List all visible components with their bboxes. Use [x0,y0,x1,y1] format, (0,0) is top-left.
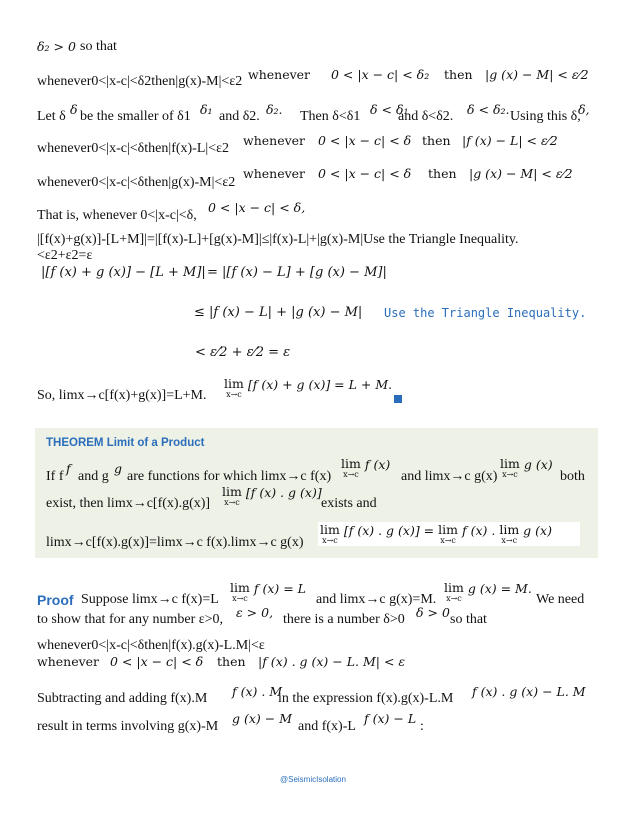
watermark-text: @SeismicIsolation [280,775,346,784]
math-condition: 0 < |x − c| < δ [318,166,412,181]
math-product-minus-lm: f (x) . g (x) − L. M [472,684,586,699]
text-if-f: If f [46,469,64,484]
eq-lhs: |[f (x) + g (x)] − [L + M]| [41,265,206,280]
text-colon: : [420,719,424,734]
proof-label: Proof [37,592,74,608]
text-let-delta: Let δ [37,109,66,124]
qed-square-icon [394,395,402,403]
theorem-title: THEOREM Limit of a Product [46,437,205,449]
math-delta-lt-delta2: δ < δ₂. [467,102,510,117]
lim-operator: lim x→c [224,376,244,399]
text-triangle-line: |[f(x)+g(x)]-[L+M]|=|[f(x)-L]+[g(x)-M]|≤|f(x)-L|+|g(x)-M|Use the Triangle Inequality. [37,232,519,247]
eq-triangle-note: Use the Triangle Inequality. [384,306,587,320]
math-condition-comma: 0 < |x − c| < δ, [208,200,306,215]
text-and-lim-g: and limx→c g(x) [401,469,498,484]
math-whenever: whenever [243,166,306,181]
eq-line1: = |[f (x) − L] + [g (x) − M]| [207,265,387,280]
math-whenever: whenever [248,67,311,82]
math-eps-positive: ε > 0, [236,605,274,620]
math-f: f [66,461,71,476]
math-lim-product: lim x→c [f (x) . g (x)] [222,484,322,507]
text-so-that-2: so that [450,612,487,627]
math-then: then [444,67,473,82]
eq-line2: ≤ |f (x) − L| + |g (x) − M| [194,305,363,320]
text-eps-sum: <ε2+ε2=ε [37,248,93,263]
math-lim-f: lim x→c f (x) [341,456,391,479]
math-then: then [217,654,246,669]
text-exist-then: exist, then limx→c[f(x).g(x)] [46,496,211,511]
text-line-whenever-g: whenever0<|x-c|<δ2then|g(x)-M|<ε2 [37,74,243,89]
math-fx-m: f (x) . M [232,684,283,699]
math-f-bound: |f (x) − L| < ε⁄2 [462,133,558,148]
math-whenever: whenever [37,654,100,669]
math-lim-f-eq-l: lim x→c f (x) = L [230,580,306,603]
text-and-delta2: and δ2. [219,109,260,124]
math-delta1: δ₁ [200,102,213,117]
math-delta2: δ₂. [266,102,283,117]
text-and-fx-l: and f(x)-L [298,719,356,734]
math-gx-minus-m: g (x) − M [232,711,292,726]
math-conclusion-sum: lim x→c [f (x) + g (x)] = L + M. [224,376,393,399]
math-g: g [114,461,123,476]
text-result-in-terms: result in terms involving g(x)-M [37,719,219,734]
math-whenever: whenever [243,133,306,148]
text-we-need: We need [536,592,585,607]
text-exists-and: exists and [321,496,377,511]
math-condition: 0 < |x − c| < δ [110,654,204,669]
text-and-lim-g-eq-m: and limx→c g(x)=M. [316,592,437,607]
math-delta2-positive: δ₂ > 0 [37,39,76,54]
text-using-this: Using this δ, [510,109,581,124]
text-line-whenever-g2: whenever0<|x-c|<δthen|g(x)-M|<ε2 [37,175,236,190]
text-whenever-product: whenever0<|x-c|<δthen|f(x).g(x)-L.M|<ε [37,638,265,653]
text-that-is: That is, whenever 0<|x-c|<δ, [37,208,197,223]
math-lim-g: lim x→c g (x) [500,456,553,479]
text-conclusion-sum: So, limx→c[f(x)+g(x)]=L+M. [37,388,207,403]
math-fx-minus-l: f (x) − L [364,711,417,726]
text-to-show: to show that for any number ε>0, [37,612,224,627]
math-delta: δ [70,102,78,117]
text-and-g: and g [78,469,109,484]
text-suppose: Suppose limx→c f(x)=L [81,592,219,607]
math-then: then [422,133,451,148]
text-so-that: so that [80,39,117,54]
text-in-expression: in the expression f(x).g(x)-L.M [278,691,454,706]
math-then: then [428,166,457,181]
text-there-is: there is a number δ>0 [283,612,405,627]
text-functions-for-which: are functions for which limx→c f(x) [127,469,332,484]
text-and-delta-lt: and δ<δ2. [398,109,454,124]
eq-line3: < ε⁄2 + ε⁄2 = ε [195,345,291,360]
math-condition: 0 < |x − c| < δ [318,133,412,148]
text-smaller-of: be the smaller of δ1 [80,109,191,124]
math-delta-lt-delta1: δ < δ₁ [370,102,409,117]
math-condition: 0 < |x − c| < δ₂ [331,67,430,82]
text-subtracting: Subtracting and adding f(x).M [37,691,208,706]
math-product-rule: lim x→c [f (x) . g (x)] = lim x→c f (x) . lim x→c g (x) [320,522,552,545]
math-delta-positive: δ > 0 [416,605,450,620]
text-line-whenever-f: whenever0<|x-c|<δthen|f(x)-L|<ε2 [37,141,229,156]
math-g-bound: |g (x) − M| < ε⁄2 [469,166,573,181]
text-then-delta: Then δ<δ1 [300,109,361,124]
math-g-bound: |g (x) − M| < ε⁄2 [485,67,589,82]
math-product-bound: |f (x) . g (x) − L. M| < ε [258,654,406,669]
text-product-rule: limx→c[f(x).g(x)]=limx→c f(x).limx→c g(x) [46,535,304,550]
text-both: both [560,469,585,484]
math-delta-comma: δ, [578,102,590,117]
math-lim-g-eq-m: lim x→c g (x) = M. [444,580,532,603]
